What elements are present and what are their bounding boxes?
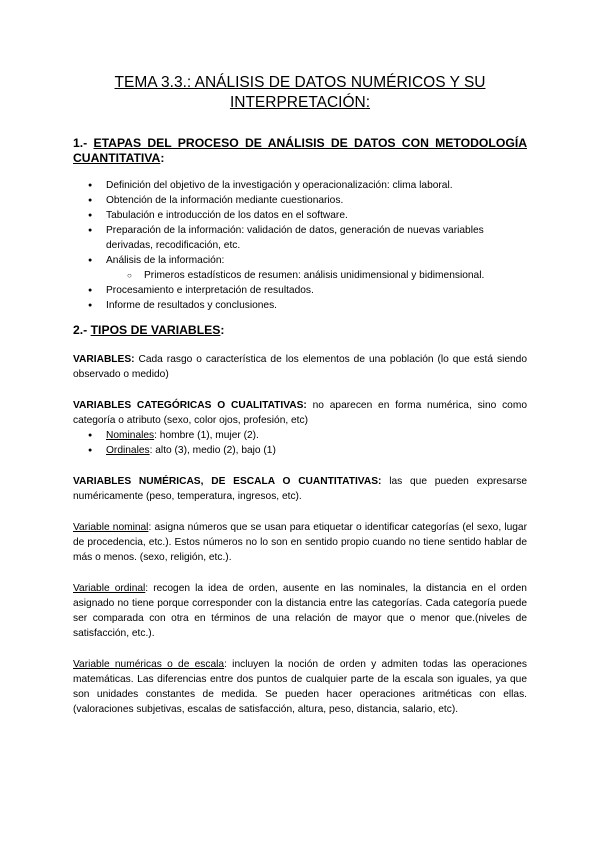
list-item: [106, 428, 527, 443]
scale-variable-text: : incluyen la noción de orden y admiten todas las operaciones matemáticas. Las diferencias entre dos puntos de cualquier parte de la escala son iguales, ya que son unidades constantes de medida. Se pueden hacer operaciones aritméticas con ellas. (valoraciones subjetivas, escalas de satisfacción, altura, peso, distancia, salario, etc).: [73, 659, 527, 715]
categorical-text: no aparecen en forma numérica, sino como categoría o atributo (sexo, color ojos, profesión, etc): [73, 400, 527, 426]
list-item: ● Tabulación e introducción de los datos en el software.: [106, 208, 527, 223]
section-2-colon: :: [220, 323, 225, 337]
variables-text: Cada rasgo o característica de los elementos de una población (lo que está siendo observado o medido): [73, 354, 527, 380]
list-item: ● Procesamiento e interpretación de resultados.: [106, 283, 527, 298]
ordinales-label: Ordinales: [106, 445, 150, 456]
categorical-term: VARIABLES CATEGÓRICAS O CUALITATIVAS:: [73, 400, 307, 411]
categorical-definition: [73, 398, 527, 428]
section-1-heading: [73, 136, 527, 166]
section-2-number: 2.-: [73, 323, 91, 337]
list-item: ● Preparación de la información: validación de datos, generación de nuevas variables derivadas, recodificación, etc.: [106, 223, 527, 253]
ordinal-variable-paragraph: [73, 581, 527, 641]
list-item: [106, 253, 527, 283]
ordinales-text: : alto (3), medio (2), bajo (1): [149, 445, 276, 456]
scale-variable-term: Variable numéricas o de escala: [73, 659, 225, 670]
list-item: [106, 443, 527, 458]
numeric-text: las que pueden expresarse numéricamente (peso, temperatura, ingresos, etc).: [73, 476, 527, 502]
nominal-variable-paragraph: [73, 520, 527, 565]
nominales-label: Nominales: [106, 430, 155, 441]
numeric-definition: [73, 474, 527, 504]
list-item: ● Definición del objetivo de la investigación y operacionalización: clima laboral.: [106, 178, 527, 193]
title-line-2: INTERPRETACIÓN: [229, 94, 366, 111]
nominal-variable-term: Variable nominal: [73, 522, 149, 533]
section-1-title: ETAPAS DEL PROCESO DE ANÁLISIS DE DATOS CON METODOLOGÍA CUANTITATIVA: [73, 136, 528, 165]
list-item: ● Informe de resultados y conclusiones.: [106, 298, 527, 313]
sub-list: [106, 268, 527, 283]
section-2-title: TIPOS DE VARIABLES: [90, 323, 221, 337]
title-line-1: TEMA 3.3.: ANÁLISIS DE DATOS NUMÉRICOS Y SU: [114, 74, 486, 91]
stages-list: [73, 178, 527, 313]
numeric-term: VARIABLES NUMÉRICAS, DE ESCALA O CUANTITATIVAS:: [73, 476, 382, 487]
variables-term: VARIABLES:: [73, 354, 135, 365]
variables-definition: [73, 352, 527, 382]
page-title: [73, 73, 527, 113]
sub-list-item: ○ Primeros estadísticos de resumen: análisis unidimensional y bidimensional.: [144, 268, 527, 283]
section-1-number: 1.-: [73, 136, 94, 150]
list-item: ● Obtención de la información mediante cuestionarios.: [106, 193, 527, 208]
ordinal-variable-term: Variable ordinal: [73, 583, 146, 594]
section-1-colon: :: [160, 151, 165, 165]
categorical-list: [73, 428, 527, 458]
list-item-text: Análisis de la información:: [106, 255, 225, 266]
nominal-variable-text: : asigna números que se usan para etiquetar o identificar categorías (el sexo, lugar de procedencia, etc.). Estos números no lo son en sentido propio cuando no tiene sentido hablar de más o menos. (sexo, religión, etc.).: [73, 522, 527, 563]
title-colon: :: [365, 94, 371, 111]
nominales-text: : hombre (1), mujer (2).: [154, 430, 259, 441]
ordinal-variable-text: : recogen la idea de orden, ausente en las nominales, la distancia en el orden asignado no tiene porque corresponder con la distancia entre las categorías. Cada categoría puede ser comparada con otra en términos de una relación de mayor que o menor que.(niveles de satisfacción, etc.).: [73, 583, 527, 639]
scale-variable-paragraph: [73, 657, 527, 717]
section-2-heading: [73, 323, 527, 338]
